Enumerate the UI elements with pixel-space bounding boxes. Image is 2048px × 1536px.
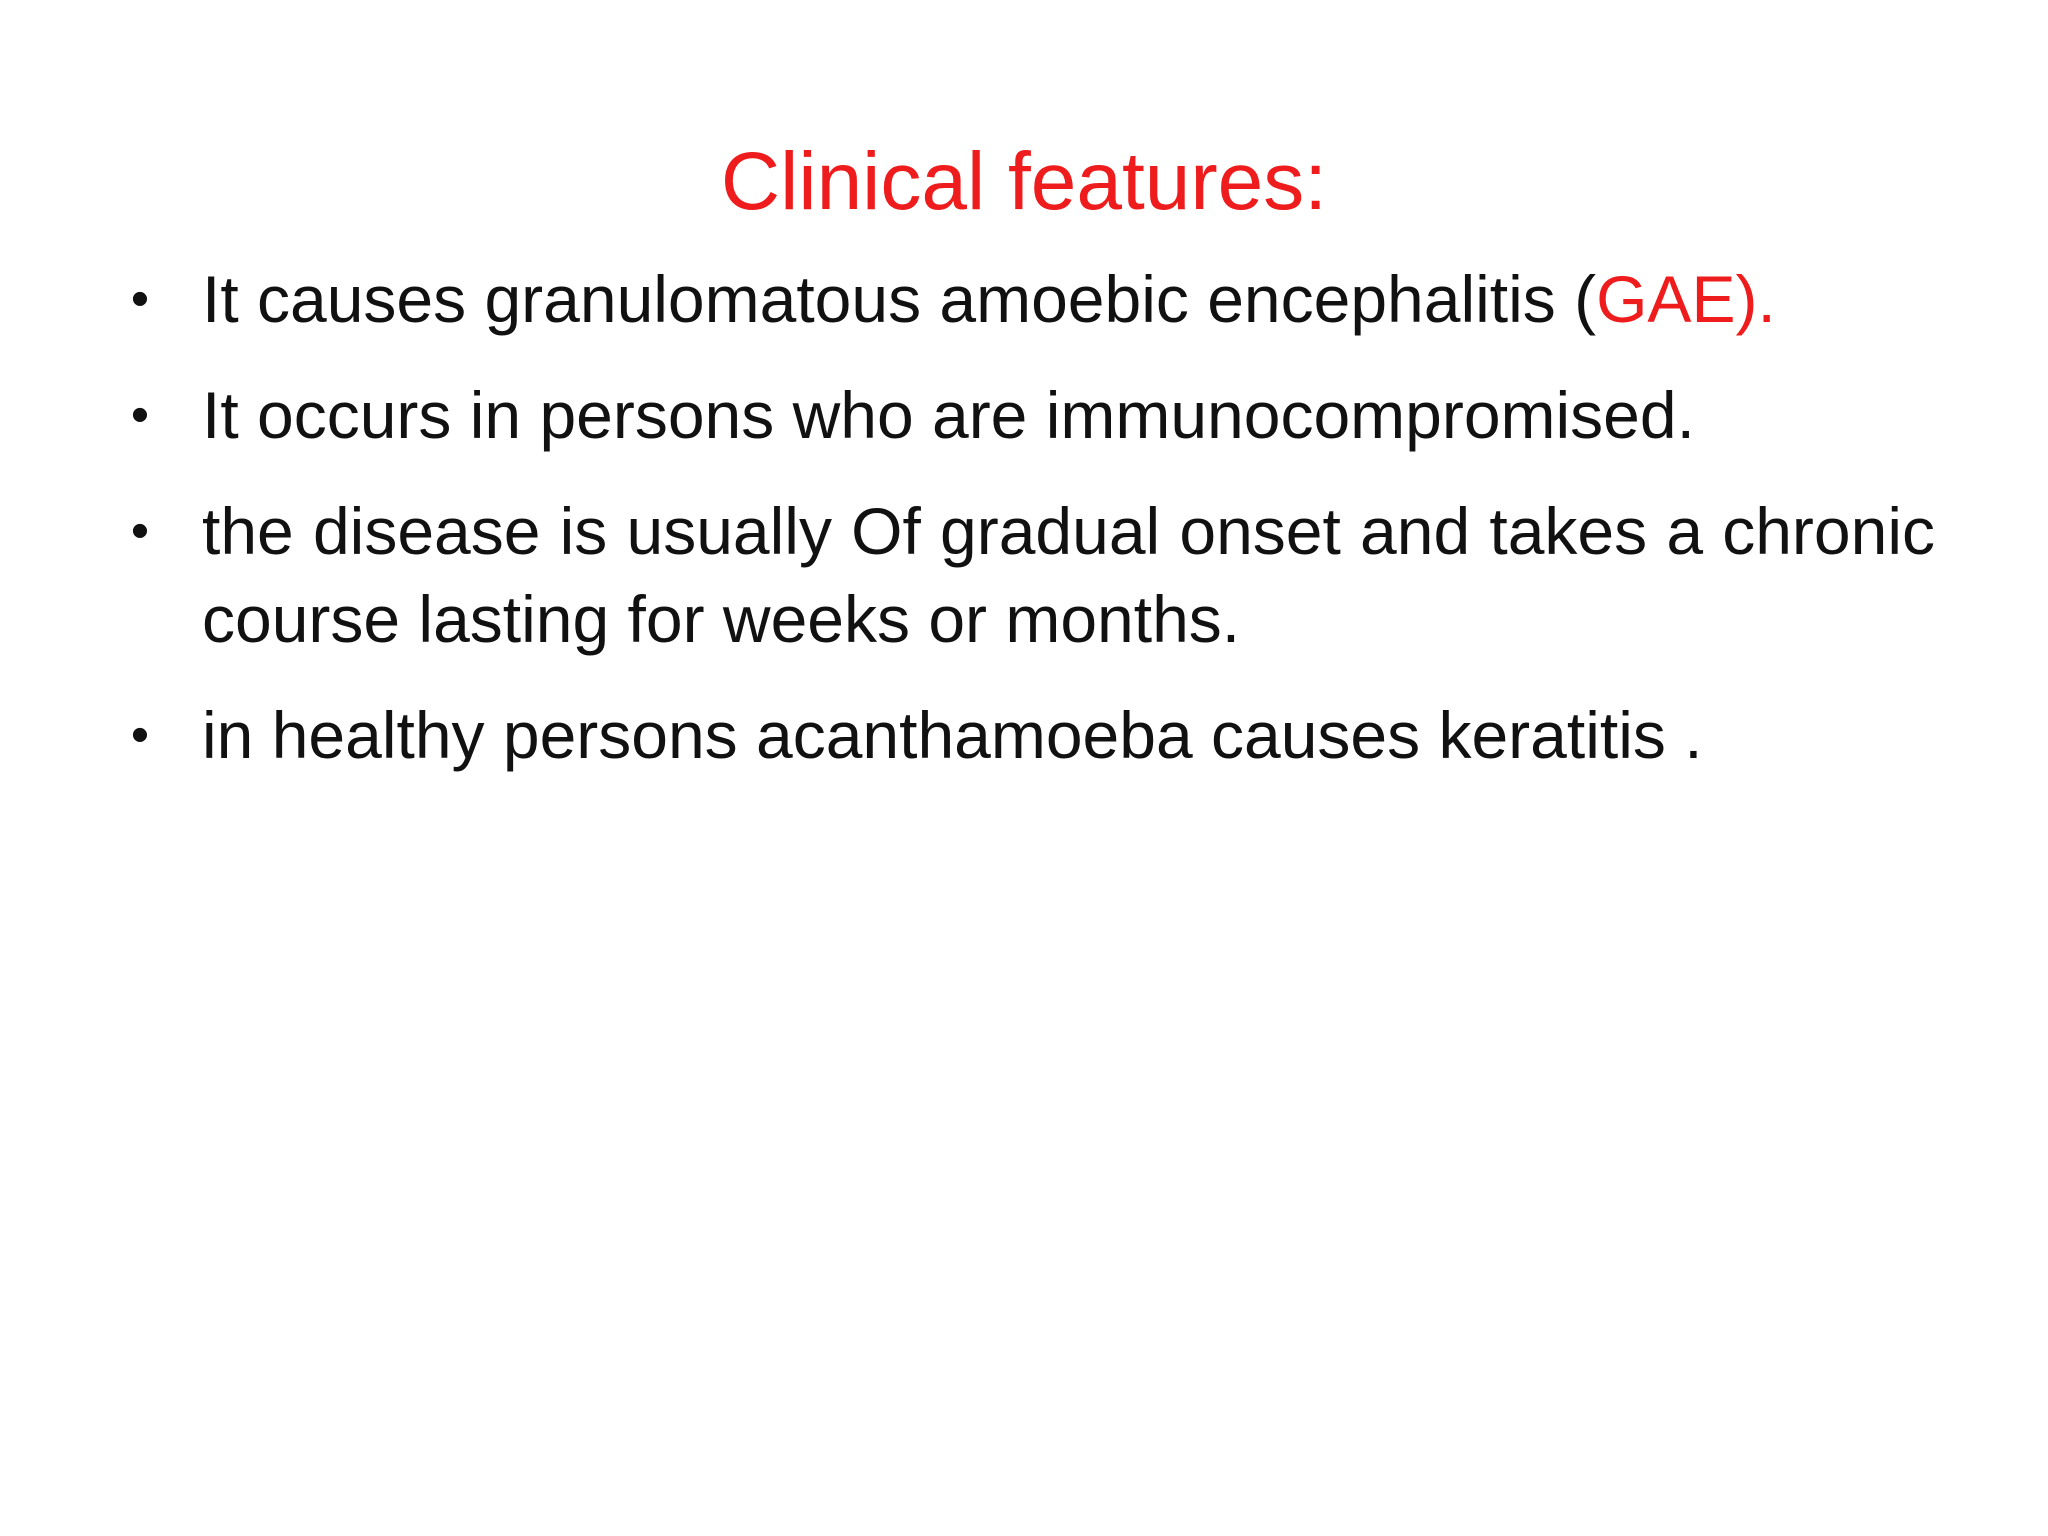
bullet-item [120, 487, 1935, 663]
bullet-icon: • [130, 270, 150, 328]
bullet-icon: • [130, 386, 150, 444]
bullet-item [120, 691, 1935, 779]
bullet-text: It occurs in persons who are immunocompromised. [202, 378, 1695, 452]
bullet-list [120, 255, 1935, 807]
bullet-text: in healthy persons acanthamoeba causes keratitis . [202, 698, 1703, 772]
bullet-text [202, 262, 1776, 336]
bullet-icon: • [130, 502, 150, 560]
bullet-item [120, 255, 1935, 343]
bullet-text-main: It causes granulomatous amoebic encephalitis ( [202, 262, 1597, 336]
slide-title: Clinical features: [720, 136, 1328, 227]
bullet-item [120, 371, 1935, 459]
bullet-text-highlight: GAE). [1596, 262, 1776, 336]
bullet-icon: • [130, 706, 150, 764]
bullet-text: the disease is usually Of gradual onset and takes a chronic course lasting for weeks or months. [202, 494, 1935, 656]
